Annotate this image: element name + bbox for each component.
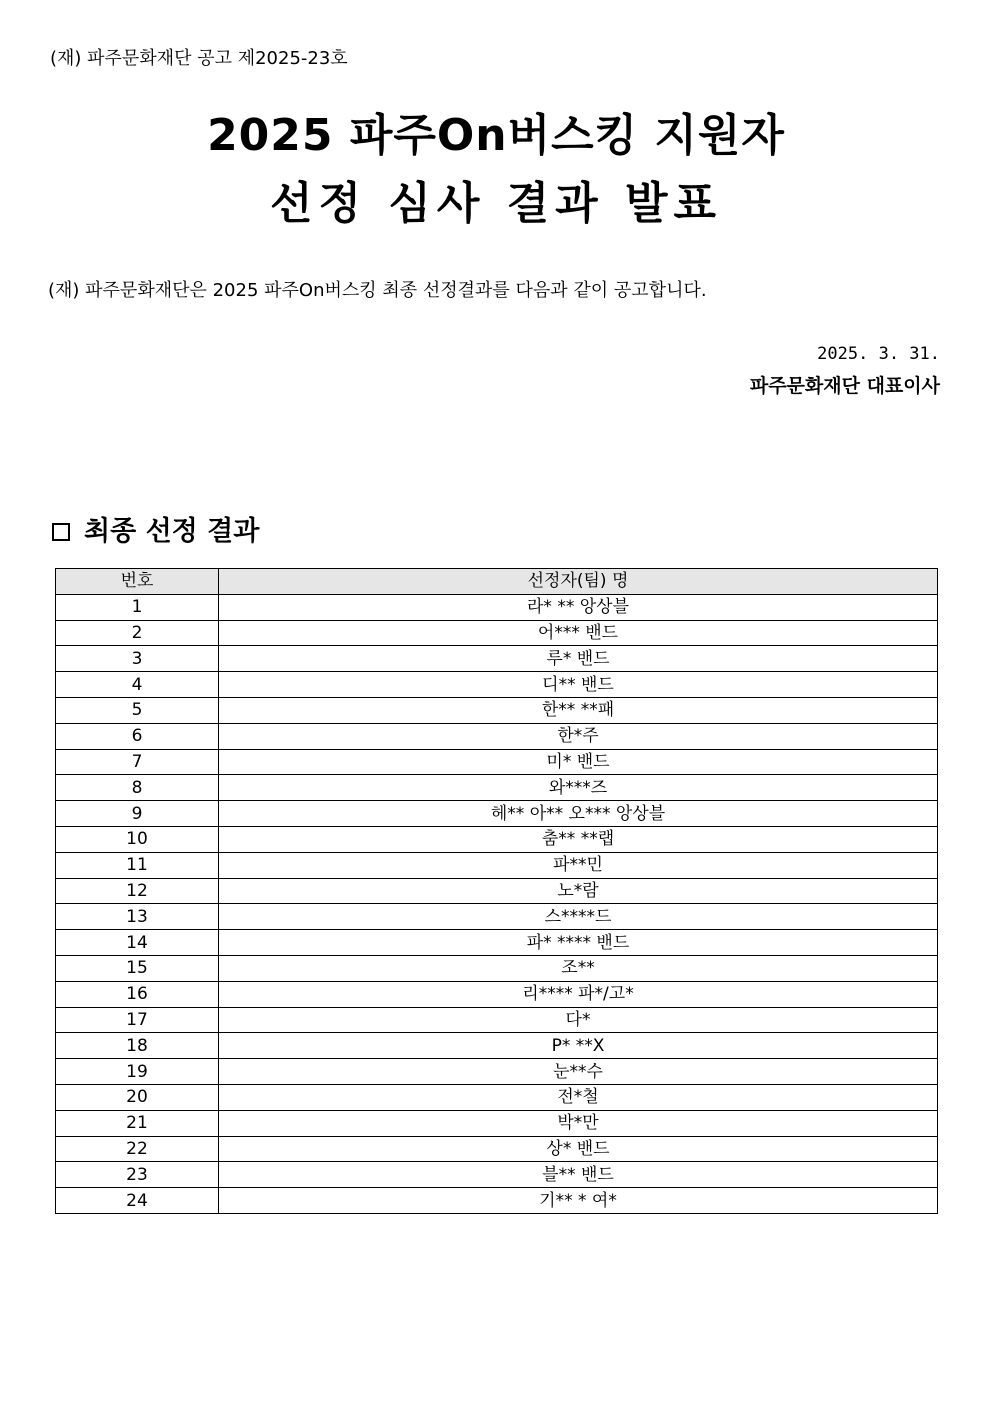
table-row: [56, 594, 938, 620]
table-row: [56, 620, 938, 646]
row-number: 5: [56, 697, 219, 723]
table-row: [56, 1162, 938, 1188]
row-team-name: 조**: [219, 955, 938, 981]
table-row: [56, 697, 938, 723]
column-header-name: 선정자(팀) 명: [219, 569, 938, 595]
row-team-name: 박*만: [219, 1110, 938, 1136]
row-team-name: 블** 밴드: [219, 1162, 938, 1188]
row-team-name: 리**** 파*/고*: [219, 981, 938, 1007]
results-table: [55, 568, 938, 1214]
row-number: 4: [56, 672, 219, 698]
announcement-date: 2025. 3. 31.: [817, 344, 940, 364]
row-number: 19: [56, 1059, 219, 1085]
row-number: 15: [56, 955, 219, 981]
row-team-name: 한*주: [219, 723, 938, 749]
table-row: [56, 1007, 938, 1033]
table-row: [56, 878, 938, 904]
section-heading: [52, 514, 259, 550]
table-row: [56, 955, 938, 981]
row-number: 12: [56, 878, 219, 904]
row-number: 9: [56, 801, 219, 827]
row-number: 24: [56, 1188, 219, 1214]
row-number: 2: [56, 620, 219, 646]
row-number: 1: [56, 594, 219, 620]
table-row: [56, 775, 938, 801]
row-team-name: 상* 밴드: [219, 1136, 938, 1162]
square-bullet-icon: [52, 523, 70, 541]
row-number: 3: [56, 646, 219, 672]
row-number: 8: [56, 775, 219, 801]
row-team-name: 스****드: [219, 904, 938, 930]
row-number: 14: [56, 930, 219, 956]
row-team-name: 미* 밴드: [219, 749, 938, 775]
row-team-name: 춤** **랩: [219, 826, 938, 852]
row-team-name: 눈**수: [219, 1059, 938, 1085]
row-number: 7: [56, 749, 219, 775]
row-team-name: 전*철: [219, 1084, 938, 1110]
table-row: [56, 672, 938, 698]
row-team-name: 디** 밴드: [219, 672, 938, 698]
row-number: 20: [56, 1084, 219, 1110]
table-row: [56, 981, 938, 1007]
table-row: [56, 852, 938, 878]
table-row: [56, 1059, 938, 1085]
page-title-line2: 선정 심사 결과 발표: [270, 178, 722, 229]
row-number: 21: [56, 1110, 219, 1136]
table-row: [56, 723, 938, 749]
section-heading-label: 최종 선정 결과: [84, 516, 260, 547]
row-team-name: 와***즈: [219, 775, 938, 801]
table-row: [56, 646, 938, 672]
row-number: 10: [56, 826, 219, 852]
row-number: 18: [56, 1033, 219, 1059]
row-team-name: 노*람: [219, 878, 938, 904]
row-team-name: 파* **** 밴드: [219, 930, 938, 956]
notice-number: (재) 파주문화재단 공고 제2025-23호: [50, 48, 348, 69]
row-number: 17: [56, 1007, 219, 1033]
row-team-name: 루* 밴드: [219, 646, 938, 672]
intro-text: (재) 파주문화재단은 2025 파주On버스킹 최종 선정결과를 다음과 같이 공고합니다.: [48, 280, 707, 301]
row-number: 6: [56, 723, 219, 749]
row-team-name: 다*: [219, 1007, 938, 1033]
table-row: [56, 1110, 938, 1136]
row-team-name: 라* ** 앙상블: [219, 594, 938, 620]
row-team-name: 한** **패: [219, 697, 938, 723]
table-row: [56, 749, 938, 775]
table-row: [56, 1084, 938, 1110]
row-number: 23: [56, 1162, 219, 1188]
table-row: [56, 1136, 938, 1162]
row-team-name: 기** * 여*: [219, 1188, 938, 1214]
row-number: 22: [56, 1136, 219, 1162]
table-header-row: [56, 569, 938, 595]
table-row: [56, 904, 938, 930]
page-title-line1: 2025 파주On버스킹 지원자: [207, 110, 785, 161]
row-number: 11: [56, 852, 219, 878]
row-team-name: 어*** 밴드: [219, 620, 938, 646]
table-row: [56, 930, 938, 956]
signer: 파주문화재단 대표이사: [749, 375, 940, 397]
row-number: 13: [56, 904, 219, 930]
row-team-name: 헤** 아** 오*** 앙상블: [219, 801, 938, 827]
table-row: [56, 1188, 938, 1214]
column-header-number: 번호: [56, 569, 219, 595]
table-row: [56, 826, 938, 852]
row-number: 16: [56, 981, 219, 1007]
row-team-name: P* **X: [219, 1033, 938, 1059]
table-row: [56, 1033, 938, 1059]
row-team-name: 파**민: [219, 852, 938, 878]
table-row: [56, 801, 938, 827]
